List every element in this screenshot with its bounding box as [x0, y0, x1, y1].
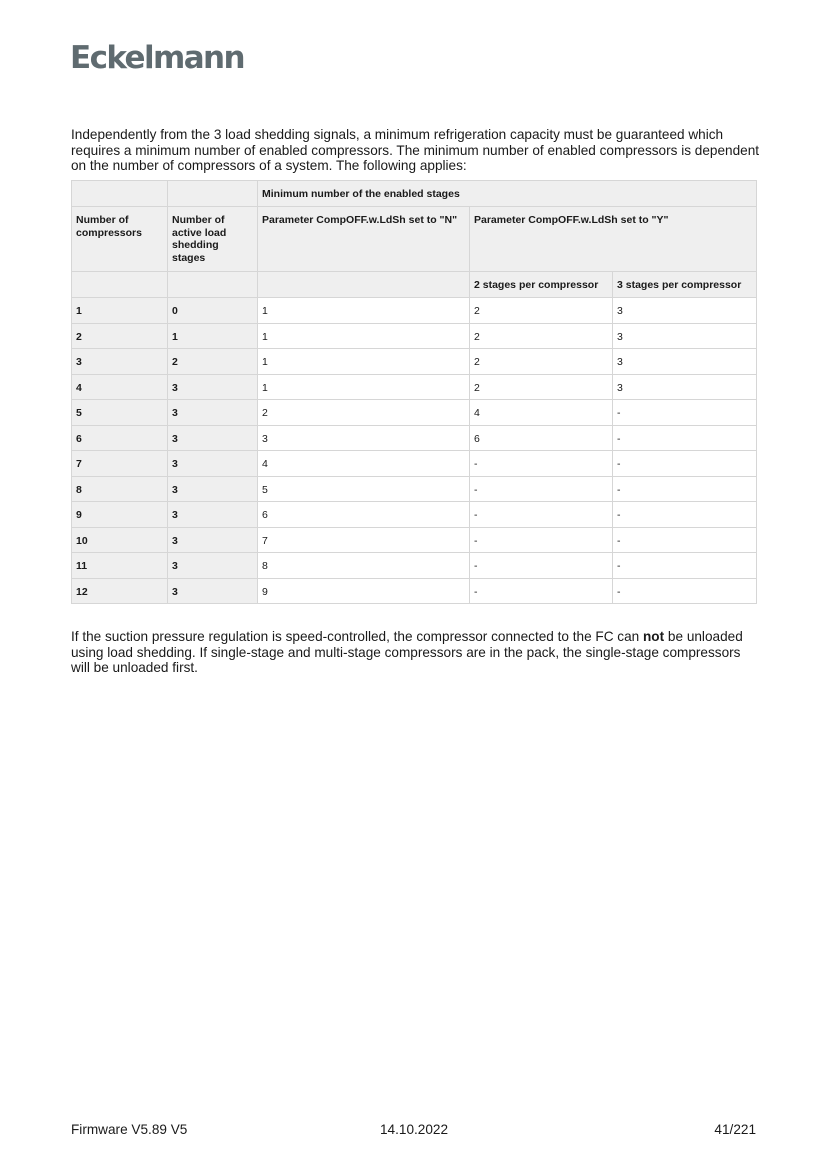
cell-param-y-3stages: 3	[613, 298, 757, 324]
outro-text-2: be unloaded using load shedding. If single-stage and multi-stage compressors are in the pack, the single-stage compressors will be unloaded first.	[71, 629, 743, 675]
table-row	[72, 400, 757, 426]
cell-param-n: 1	[258, 323, 470, 349]
table-row	[72, 527, 757, 553]
cell-param-y-2stages: 2	[470, 323, 613, 349]
sub-header-3-stages: 3 stages per compressor	[613, 272, 757, 298]
cell-param-n: 5	[258, 476, 470, 502]
cell-param-n: 1	[258, 298, 470, 324]
cell-param-y-3stages: -	[613, 527, 757, 553]
cell-stages: 1	[168, 323, 258, 349]
outro-paragraph	[71, 629, 761, 676]
cell-compressors: 5	[72, 400, 168, 426]
cell-compressors: 3	[72, 349, 168, 375]
cell-param-n: 3	[258, 425, 470, 451]
table-row	[72, 451, 757, 477]
cell-stages: 3	[168, 451, 258, 477]
footer-firmware: Firmware V5.89 V5	[71, 1122, 188, 1137]
table-title-row	[72, 181, 757, 207]
table-row	[72, 349, 757, 375]
cell-param-y-3stages: -	[613, 502, 757, 528]
cell-param-y-2stages: 2	[470, 298, 613, 324]
table-subheader-row	[72, 272, 757, 298]
cell-param-y-2stages: -	[470, 451, 613, 477]
footer-date: 14.10.2022	[380, 1122, 449, 1137]
table-row	[72, 323, 757, 349]
cell-param-n: 8	[258, 553, 470, 579]
cell-compressors: 1	[72, 298, 168, 324]
cell-param-y-2stages: 2	[470, 374, 613, 400]
cell-param-y-3stages: -	[613, 553, 757, 579]
cell-param-n: 7	[258, 527, 470, 553]
cell-compressors: 2	[72, 323, 168, 349]
cell-param-y-2stages: -	[470, 527, 613, 553]
cell-stages: 3	[168, 502, 258, 528]
cell-stages: 3	[168, 425, 258, 451]
cell-param-n: 9	[258, 578, 470, 604]
cell-compressors: 9	[72, 502, 168, 528]
table-row	[72, 502, 757, 528]
cell-stages: 3	[168, 400, 258, 426]
col-header-param-y: Parameter CompOFF.w.LdSh set to "Y"	[470, 207, 757, 272]
cell-param-y-3stages: -	[613, 425, 757, 451]
table-row	[72, 553, 757, 579]
table-row	[72, 578, 757, 604]
cell-param-y-2stages: -	[470, 502, 613, 528]
cell-stages: 2	[168, 349, 258, 375]
cell-param-y-3stages: -	[613, 451, 757, 477]
outro-bold-not: not	[643, 629, 665, 644]
cell-compressors: 8	[72, 476, 168, 502]
cell-param-y-2stages: -	[470, 553, 613, 579]
cell-stages: 3	[168, 553, 258, 579]
cell-stages: 0	[168, 298, 258, 324]
cell-param-y-3stages: -	[613, 476, 757, 502]
cell-param-y-2stages: -	[470, 476, 613, 502]
outro-text-1: If the suction pressure regulation is speed-controlled, the compressor connected to the FC can	[71, 629, 643, 644]
cell-compressors: 10	[72, 527, 168, 553]
cell-compressors: 12	[72, 578, 168, 604]
table-row	[72, 476, 757, 502]
minimum-stages-table	[71, 180, 757, 604]
cell-param-y-2stages: 4	[470, 400, 613, 426]
col-header-param-n: Parameter CompOFF.w.LdSh set to "N"	[258, 207, 470, 272]
cell-param-y-2stages: 6	[470, 425, 613, 451]
cell-param-y-3stages: -	[613, 400, 757, 426]
eckelmann-logo: Eckelmann	[70, 40, 244, 76]
cell-param-y-3stages: 3	[613, 323, 757, 349]
cell-param-n: 4	[258, 451, 470, 477]
table-header-row	[72, 207, 757, 272]
cell-stages: 3	[168, 578, 258, 604]
cell-param-n: 1	[258, 349, 470, 375]
col-header-stages: Number of active load shedding stages	[168, 207, 258, 272]
cell-compressors: 7	[72, 451, 168, 477]
table-row	[72, 425, 757, 451]
footer-page-number: 41/221	[714, 1122, 756, 1137]
cell-compressors: 4	[72, 374, 168, 400]
cell-param-n: 1	[258, 374, 470, 400]
header-empty-cell	[168, 181, 258, 207]
col-header-compressors: Number of compressors	[72, 207, 168, 272]
cell-compressors: 6	[72, 425, 168, 451]
cell-compressors: 11	[72, 553, 168, 579]
header-empty-cell	[258, 272, 470, 298]
cell-stages: 3	[168, 374, 258, 400]
intro-paragraph: Independently from the 3 load shedding signals, a minimum refrigeration capacity must be guaranteed which requires a minimum number of enabled compressors. The minimum number of enabled compressors is dependent on the number of compressors of a system. The following applies:	[71, 127, 760, 173]
cell-param-y-3stages: -	[613, 578, 757, 604]
header-empty-cell	[72, 181, 168, 207]
table-title: Minimum number of the enabled stages	[258, 181, 757, 207]
sub-header-2-stages: 2 stages per compressor	[470, 272, 613, 298]
table-row	[72, 298, 757, 324]
header-empty-cell	[168, 272, 258, 298]
cell-param-y-2stages: 2	[470, 349, 613, 375]
cell-stages: 3	[168, 527, 258, 553]
header-empty-cell	[72, 272, 168, 298]
cell-param-n: 6	[258, 502, 470, 528]
table-row	[72, 374, 757, 400]
cell-param-y-3stages: 3	[613, 349, 757, 375]
cell-param-y-2stages: -	[470, 578, 613, 604]
cell-param-y-3stages: 3	[613, 374, 757, 400]
cell-param-n: 2	[258, 400, 470, 426]
cell-stages: 3	[168, 476, 258, 502]
